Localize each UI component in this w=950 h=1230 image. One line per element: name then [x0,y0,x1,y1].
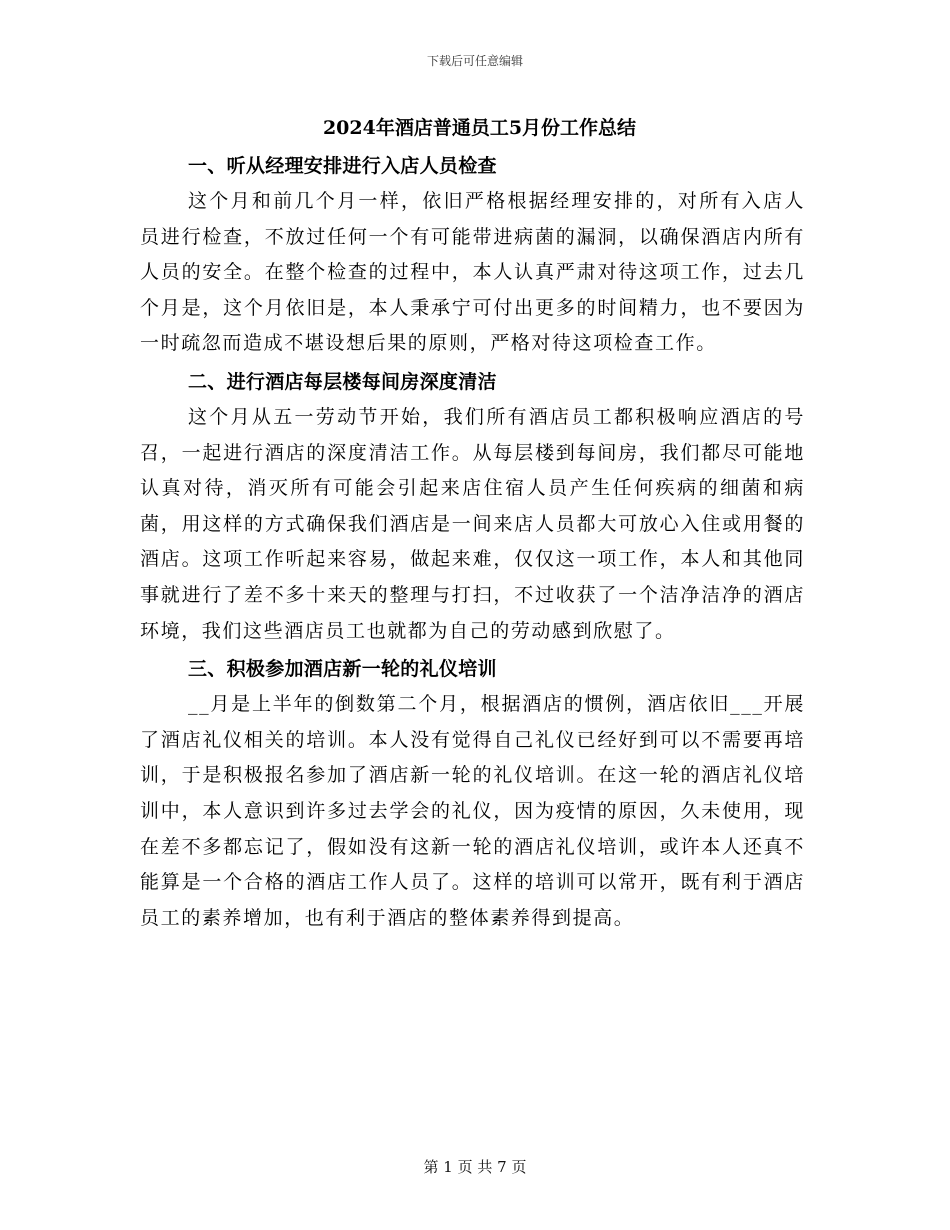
section-2 [140,364,805,649]
page-indicator: 第 1 页 共 7 页 [423,1158,527,1176]
section-3 [140,651,805,936]
section-paragraph: 这个月和前几个月一样，依旧严格根据经理安排的，对所有入店人员进行检查，不放过任何一个有可能带进病菌的漏洞，以确保酒店内所有人员的安全。在整个检查的过程中，本人认真严肃对待这项工作，过去几个月是，这个月依旧是，本人秉承宁可付出更多的时间精力，也不要因为一时疏忽而造成不堪设想后果的原则，严格对待这项检查工作。 [140,190,805,355]
header-note: 下载后可任意编辑 [426,54,523,68]
section-paragraph: __月是上半年的倒数第二个月，根据酒店的惯例，酒店依旧___开展了酒店礼仪相关的培训。本人没有觉得自己礼仪已经好到可以不需要再培训，于是积极报名参加了酒店新一轮的礼仪培训。在这一轮的酒店礼仪培训中，本人意识到许多过去学会的礼仪，因为疫情的原因，久未使用，现在差不多都忘记了，假如没有这新一轮的酒店礼仪培训，或许本人还真不能算是一个合格的酒店工作人员了。这样的培训可以常开，既有利于酒店员工的素养增加，也有利于酒店的整体素养得到提高。 [140,693,805,929]
document-title: 2024年酒店普通员工5月份工作总结 [322,117,637,139]
section-paragraph: 这个月从五一劳动节开始，我们所有酒店员工都积极响应酒店的号召，一起进行酒店的深度清洁工作。从每层楼到每间房，我们都尽可能地认真对待，消灭所有可能会引起来店住宿人员产生任何疾病的细菌和病菌，用这样的方式确保我们酒店是一间来店人员都大可放心入住或用餐的酒店。这项工作听起来容易，做起来难，仅仅这一项工作，本人和其他同事就进行了差不多十来天的整理与打扫，不过收获了一个洁净洁净的酒店环境，我们这些酒店员工也就都为自己的劳动感到欣慰了。 [140,405,805,642]
section-heading: 二、进行酒店每层楼每间房深度清洁 [188,370,497,393]
section-heading: 一、听从经理安排进行入店人员检查 [188,155,497,177]
section-1 [140,148,805,362]
section-heading: 三、积极参加酒店新一轮的礼仪培训 [188,658,497,681]
document-body [140,108,805,938]
